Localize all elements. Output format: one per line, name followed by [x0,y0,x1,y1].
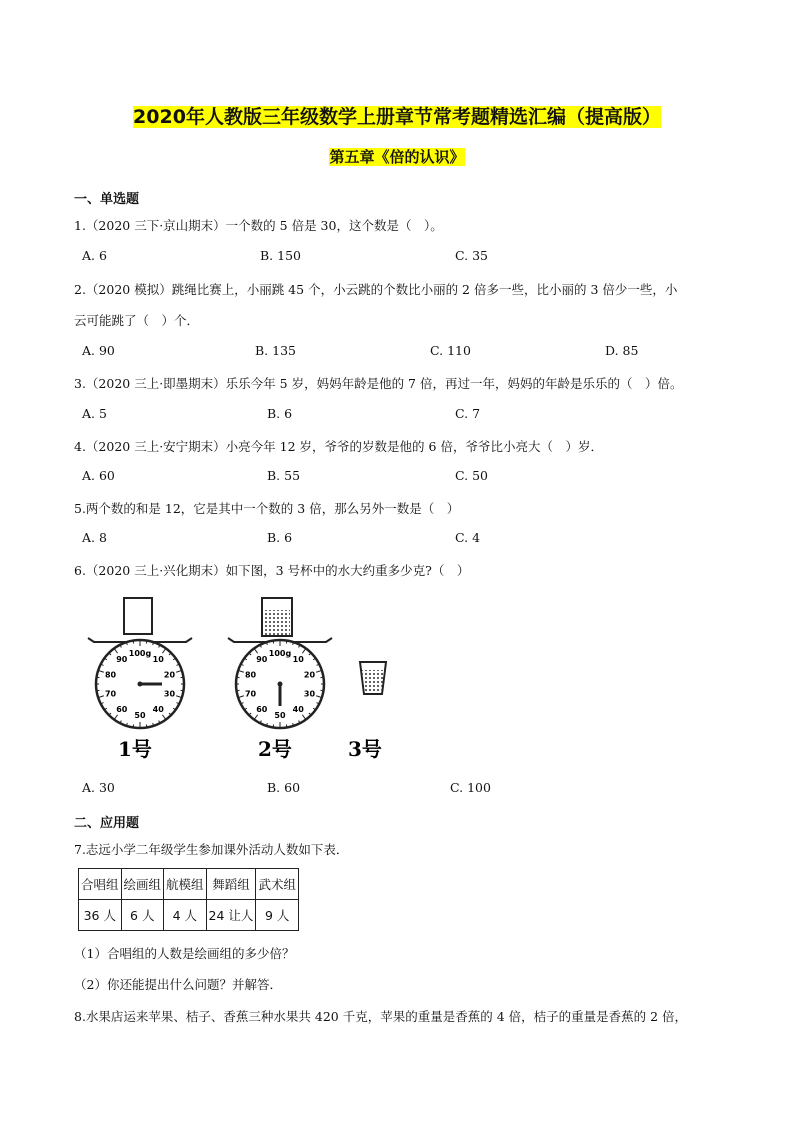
chapter-title-text: 第五章《倍的认识》 [329,148,465,166]
dial-label: 30 [303,689,316,699]
dial-label: 80 [244,670,257,680]
q6-option-b: B. 60 [267,780,301,795]
question-4: 4.（2020 三上·安宁期末）小亮今年 12 岁，爷爷的岁数是他的 6 倍，爷爷比小亮大（ ）岁． [74,439,603,454]
section-heading-single-choice: 一、单选题 [74,192,140,207]
question-2-line-2: 云可能跳了（ ）个． [74,313,200,328]
question-7-part-1: （1）合唱组的人数是绘画组的多少倍？ [74,946,295,961]
q1-option-a: A. 6 [82,248,107,263]
dial-label: 10 [292,654,304,664]
dial-label: 70 [244,689,257,699]
dial-label: 100g [128,649,152,658]
question-7: 7.志远小学二年级学生参加课外活动人数如下表． [74,842,349,857]
page-title [0,104,794,130]
q2-option-b: B. 135 [255,343,296,358]
q1-option-b: B. 150 [260,248,301,263]
q5-option-c: C. 4 [455,530,481,545]
activity-table [78,868,299,931]
label-cup-1: 1号 [118,737,152,761]
question-3: 3.（2020 三上·即墨期末）乐乐今年 5 岁，妈妈年龄是他的 7 倍，再过一年，妈妈的年龄是乐乐的（ ）倍。 [74,376,683,391]
cup-2-water [264,610,290,635]
label-cup-3: 3号 [348,737,382,761]
dial-label: 80 [104,670,117,680]
table-cell: 6 人 [121,900,164,931]
dial-label: 90 [116,654,128,664]
table-row [79,900,299,931]
scale-2 [228,598,332,728]
q4-option-b: B. 55 [267,468,301,483]
q3-option-c: C. 7 [455,406,481,421]
chapter-title [0,146,794,168]
dial-label: 20 [303,670,316,680]
q4-option-a: A. 60 [82,468,115,483]
cup-1-empty [124,598,152,634]
question-2-line-1: 2.（2020 模拟）跳绳比赛上，小丽跳 45 个，小云跳的个数比小丽的 2 倍多一些，比小丽的 3 倍少一些，小 [74,282,678,297]
q4-option-c: C. 50 [455,468,488,483]
question-8: 8.水果店运来苹果、桔子、香蕉三种水果共 420 千克，苹果的重量是香蕉的 4 倍，桔子的重量是香蕉的 2 倍， [74,1009,688,1024]
question-5: 5.两个数的和是 12，它是其中一个数的 3 倍，那么另外一数是（ ） [74,501,460,516]
q6-option-c: C. 100 [450,780,491,795]
dial-label: 50 [274,711,286,720]
table-header-cell: 武术组 [256,869,299,900]
q2-option-a: A. 90 [82,343,115,358]
title-year: 2020 [133,106,186,128]
table-cell: 4 人 [164,900,207,931]
q2-option-d: D. 85 [605,343,639,358]
q5-option-b: B. 6 [267,530,293,545]
q2-option-c: C. 110 [430,343,471,358]
dial-label: 20 [163,670,176,680]
dial-label: 90 [256,654,268,664]
table-cell: 9 人 [256,900,299,931]
table-header-cell: 航模组 [164,869,207,900]
question-1: 1.（2020 三下·京山期末）一个数的 5 倍是 30，这个数是（ ）。 [74,218,443,233]
dial-label: 40 [152,705,164,715]
q3-option-b: B. 6 [267,406,293,421]
title-text: 年人教版三年级数学上册章节常考题精选汇编（提高版） [185,106,661,128]
question-6: 6.（2020 三上·兴化期末）如下图，3 号杯中的水大约重多少克?（ ） [74,563,470,578]
scale-diagram [80,596,440,776]
dial-label: 100g [268,649,292,658]
table-header-row [79,869,299,900]
table-cell: 24 让人 [206,900,256,931]
dial-label: 60 [256,705,268,715]
question-7-part-2: （2）你还能提出什么问题？并解答． [74,977,282,992]
dial-label: 10 [152,654,164,664]
dial-label: 40 [292,705,304,715]
q1-option-c: C. 35 [455,248,488,263]
cup-3 [360,662,386,694]
table-header-cell: 合唱组 [79,869,122,900]
label-cup-2: 2号 [258,737,292,761]
table-cell: 36 人 [79,900,122,931]
table-header-cell: 绘画组 [121,869,164,900]
scale-1 [88,598,192,728]
dial-label: 70 [104,689,117,699]
dial-label: 60 [116,705,128,715]
dial-label: 30 [163,689,176,699]
section-heading-application: 二、应用题 [74,816,140,831]
q5-option-a: A. 8 [82,530,107,545]
dial-label: 50 [134,711,146,720]
q3-option-a: A. 5 [82,406,107,421]
q6-option-a: A. 30 [82,780,115,795]
table-header-cell: 舞蹈组 [206,869,256,900]
